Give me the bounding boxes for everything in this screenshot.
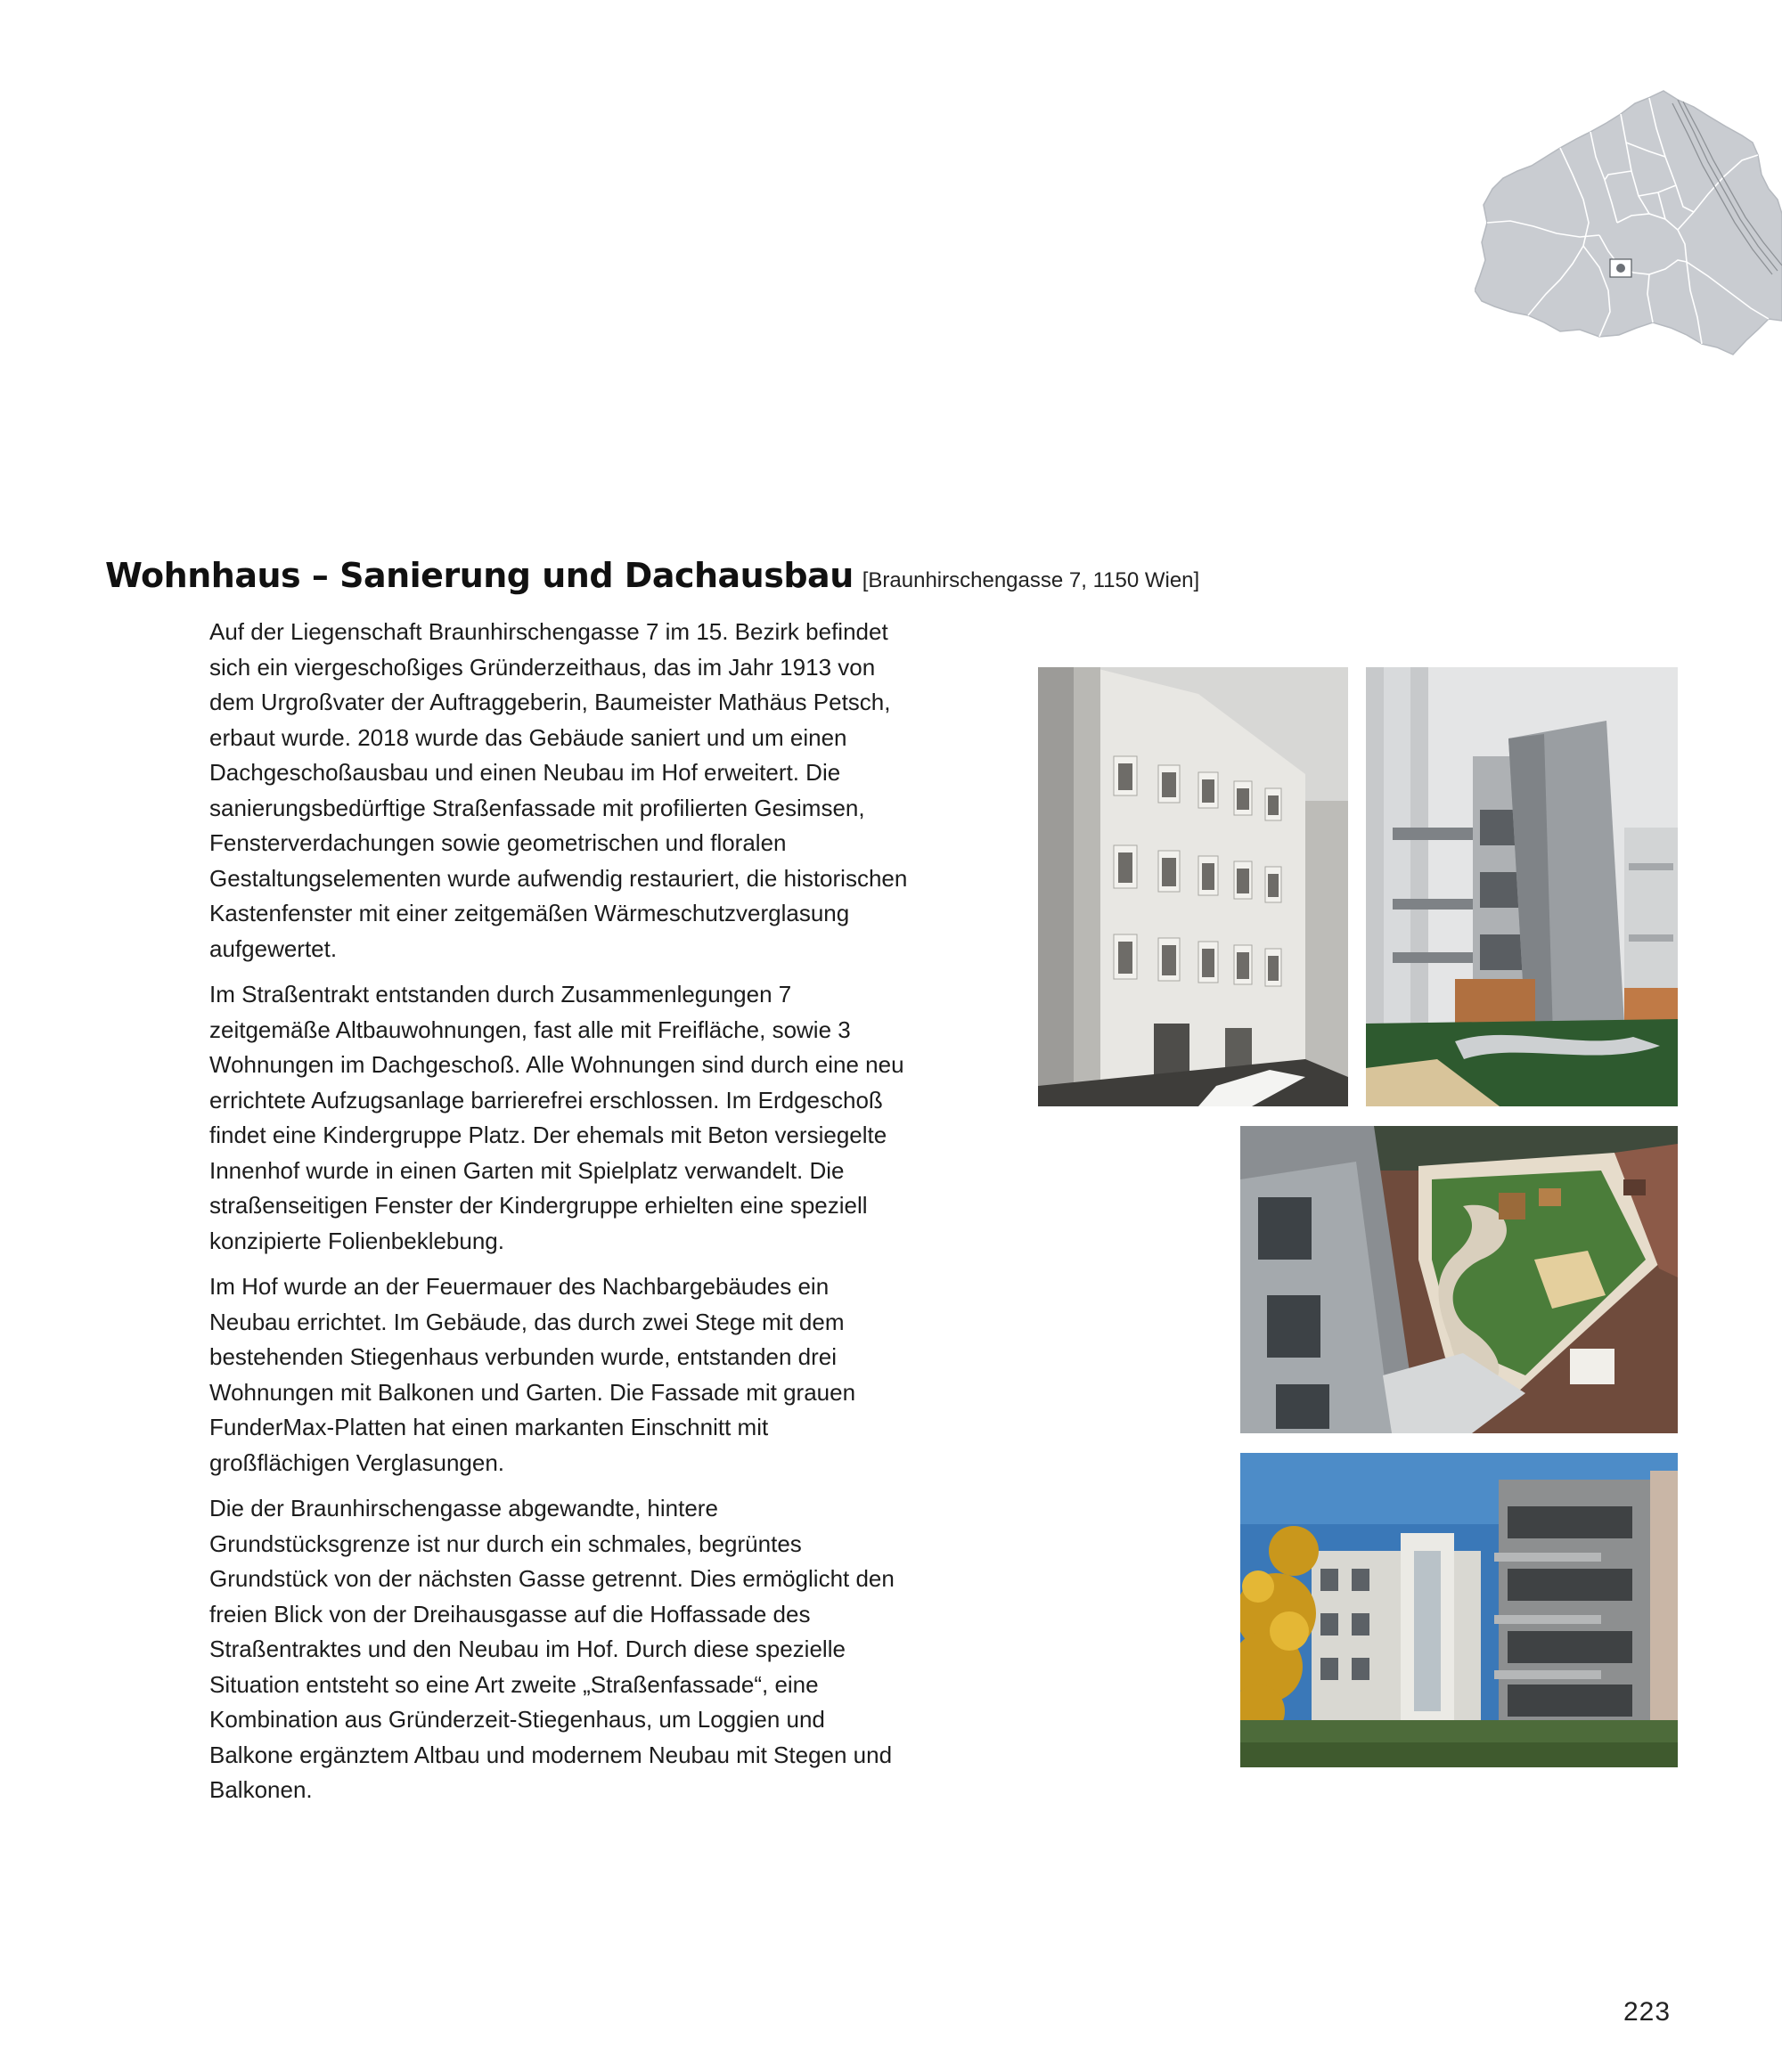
map-graphic — [1475, 89, 1782, 361]
location-marker-icon — [1610, 259, 1631, 277]
paragraph-4: Die der Braunhirschengasse abgewandte, hintere Grundstücksgrenze ist nur durch ein schmales, begrüntes Grundstück von der nächsten Gasse getrennt. Dies ermöglicht den freien Blick von der Dreihausgasse auf die Hoffassade des Straßentraktes und den Neubau im Hof. Durch diese spezielle Situation entsteht so eine Art zweite „Straßenfassade“, eine Kombination aus Gründerzeit-Stiegenhaus, um Loggien und Balkone ergänztem Altbau und modernem Neubau mit Stegen und Balkonen. — [209, 1495, 895, 1803]
page-number: 223 — [1623, 1997, 1672, 2027]
project-title: Wohnhaus – Sanierung und Dachausbau — [105, 556, 854, 595]
photo-courtyard-building — [1366, 667, 1678, 1106]
paragraph-2: Im Straßentrakt entstanden durch Zusammenlegungen 7 zeitgemäße Altbauwohnungen, fast alle mit Freifläche, sowie 3 Wohnungen im Dachgeschoß. Alle Wohnungen sind durch eine neu errichtete Aufzugsanlage barrierefrei erschlossen. Im Erdgeschoß findet eine Kindergruppe Platz. Der ehemals mit Beton versiegelte Innenhof wurde in einen Garten mit Spielplatz verwandelt. Die straßenseitigen Fenster der Kindergruppe erhielten eine speziell konzipierte Folienbeklebung. — [209, 981, 904, 1254]
project-description — [209, 615, 913, 1819]
project-heading — [105, 549, 1620, 610]
paragraph-1: Auf der Liegenschaft Braunhirschengasse 7 im 15. Bezirk befindet sich ein viergeschoßiges Gründerzeithaus, das im Jahr 1913 von dem Urgroßvater der Auftraggeberin, Baumeister Mathäus Petsch, erbaut wurde. 2018 wurde das Gebäude saniert und um einen Dachgeschoßausbau und einen Neubau im Hof erweitert. Die sanierungsbedürftige Straßenfassade mit profilierten Gesimsen, Fensterverdachungen sowie geometrischen und floralen Gestaltungselementen wurde aufwendig restauriert, die historischen Kastenfenster mit einer zeitgemäßen Wärmeschutzverglasung aufgewertet. — [209, 618, 908, 962]
photo-aerial-garden — [1240, 1126, 1678, 1433]
photo-street-facade — [1038, 667, 1348, 1106]
vienna-district-map — [1475, 89, 1782, 361]
photo-rear-facade — [1240, 1453, 1678, 1767]
project-address: [Braunhirschengasse 7, 1150 Wien] — [862, 568, 1200, 592]
paragraph-3: Im Hof wurde an der Feuermauer des Nachbargebäudes ein Neubau errichtet. Im Gebäude, das durch zwei Stege mit dem bestehenden Stiegenhaus verbunden wurde, entstanden drei Wohnungen mit Balkonen und Garten. Die Fassade mit grauen FunderMax-Platten hat einen markanten Einschnitt mit großflächigen Verglasungen. — [209, 1273, 856, 1476]
